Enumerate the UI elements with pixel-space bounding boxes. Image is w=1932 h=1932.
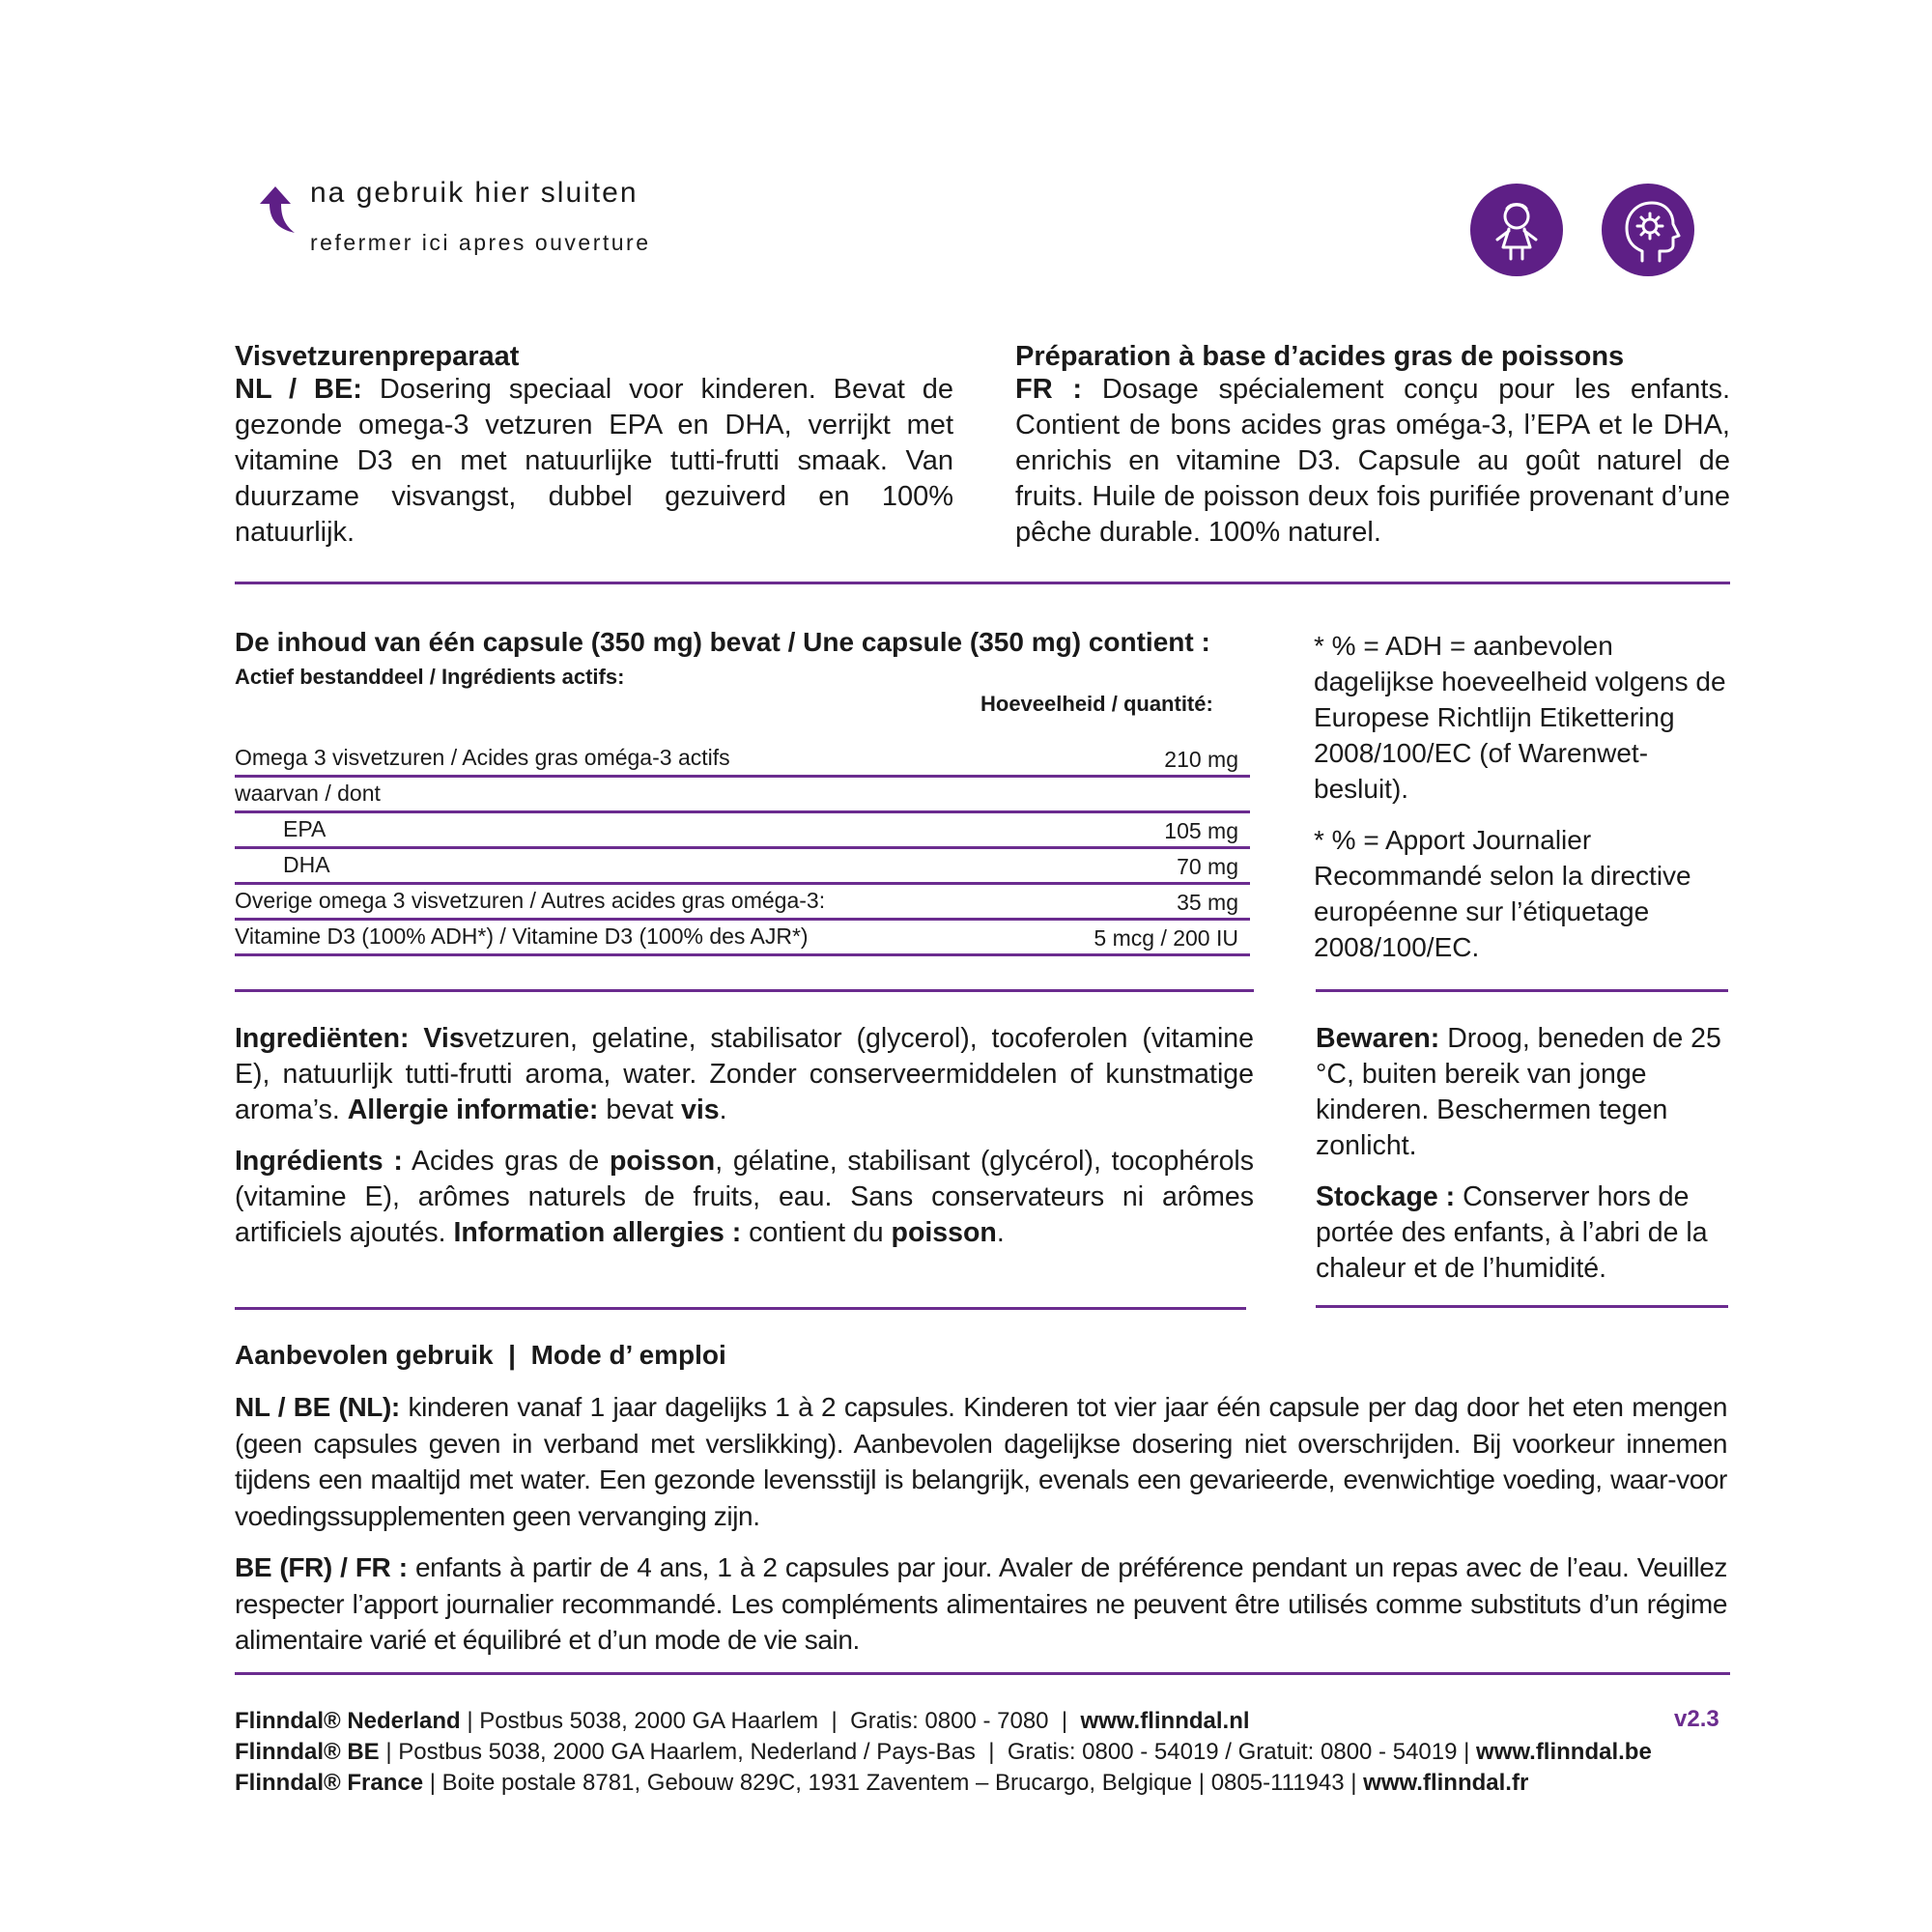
usage-text-nl: kinderen vanaf 1 jaar dagelijks 1 à 2 capsules. Kinderen tot vier jaar één capsule per dag door het eten mengen (geen capsules geven in verband met verslikking). Aanbevolen dagelijkse dosering niet overschrijden. Bij voorkeur innemen tijdens een maaltijd met water. Een gezonde levensstijl is belangrijk, evenals een gevarieerde, evenwichtige voeding, waar-voor voedingssupplementen geen vervanging zijn. — [235, 1392, 1727, 1531]
table-title: De inhoud van één capsule (350 mg) bevat / Une capsule (350 mg) contient : — [235, 627, 1210, 657]
intro-text-fr: Dosage spécialement conçu pour les enfants. Contient de bons acides gras oméga-3, l’EPA et le DHA, enrichis en vitamine D3. Capsule au goût naturel de fruits. Huile de poisson deux fois purifiée provenant d’une pêche durable. 100% naturel. — [1015, 374, 1731, 548]
usage-lead-fr: BE (FR) / FR : — [235, 1552, 408, 1582]
divider — [235, 1307, 1246, 1310]
table-row — [235, 882, 1250, 921]
storage-lead-nl: Bewaren: — [1316, 1023, 1440, 1054]
storage-lead-fr: Stockage : — [1316, 1181, 1456, 1212]
table-qty-header: Hoeveelheid / quantité: — [980, 692, 1213, 716]
allergy-text-fr: contient du — [749, 1217, 884, 1248]
table-row — [235, 739, 1250, 778]
period: . — [719, 1094, 727, 1125]
footer — [235, 1706, 1652, 1799]
footer-text: | Postbus 5038, 2000 GA Haarlem, Nederland / Pays-Bas | Gratis: 0800 - 54019 / Gratuit: 0800 - 54019 | — [379, 1739, 1477, 1765]
footer-brand: Flinndal® Nederland — [235, 1708, 461, 1734]
footer-line — [235, 1768, 1652, 1799]
storage-fr — [1316, 1179, 1741, 1287]
close-text-fr: refermer ici apres ouverture — [310, 230, 651, 255]
ingredients — [235, 1021, 1254, 1266]
table-row — [235, 810, 1250, 849]
allergy-text-nl: bevat — [606, 1094, 674, 1125]
adh-note — [1314, 628, 1739, 980]
intro-nl — [235, 341, 953, 551]
ingredients-text2-fr: , gélatine, stabilisant (glycérol), tocophérols (vitamine E), arômes naturels de fruits, eau. Sans conservateurs ni arômes artificiels ajoutés. — [235, 1146, 1255, 1248]
table-row — [235, 775, 1250, 813]
ingredients-fr — [235, 1144, 1254, 1251]
version-label: v2.3 — [1674, 1706, 1719, 1732]
allergy-lead-nl: Allergie informatie: — [347, 1094, 599, 1125]
divider — [235, 1672, 1730, 1675]
intro-title-fr: Préparation à base d’acides gras de poissons — [1015, 341, 1625, 372]
divider — [1316, 989, 1728, 992]
brain-gear-icon — [1602, 184, 1694, 276]
footer-line — [235, 1706, 1652, 1737]
footer-website[interactable]: www.flinndal.nl — [1080, 1708, 1250, 1734]
allergen-highlight: poisson — [609, 1146, 716, 1177]
usage-nl — [235, 1389, 1727, 1534]
divider — [235, 989, 1254, 992]
allergen-nl: vis — [681, 1094, 720, 1125]
table-row-label: waarvan / dont — [235, 781, 381, 806]
usage-text-fr: enfants à partir de 4 ans, 1 à 2 capsules par jour. Avaler de préférence pendant un repas avec de l’eau. Veuillez respecter l’apport journalier recommandé. Les compléments alimentaires ne peuvent être utilisés comme substituts d’un régime alimentaire varié et équilibré et d’un mode de vie sain. — [235, 1552, 1728, 1655]
intro-title-nl: Visvetzurenpreparaat — [235, 341, 520, 372]
table-row — [235, 846, 1250, 885]
intro-body-nl — [235, 372, 953, 551]
intro-lead-fr: FR : — [1015, 374, 1083, 405]
allergen-highlight: Vis — [423, 1023, 465, 1054]
table-row-label: Vitamine D3 (100% ADH*) / Vitamine D3 (100% des AJR*) — [235, 923, 809, 949]
table-row-value: 210 mg — [1164, 747, 1238, 772]
ingredients-lead-fr: Ingrédients : — [235, 1146, 403, 1177]
usage — [235, 1389, 1727, 1674]
table-row-label: EPA — [283, 816, 327, 841]
table-subtitle: Actief bestanddeel / Ingrédients actifs: — [235, 665, 625, 689]
usage-fr — [235, 1549, 1727, 1659]
table-row-value: 5 mcg / 200 IU — [1094, 925, 1238, 951]
table-row-value: 105 mg — [1164, 818, 1238, 843]
period: . — [996, 1217, 1005, 1248]
intro-text-nl: Dosering speciaal voor kinderen. Bevat de gezonde omega-3 vetzuren EPA en DHA, verrijkt met vitamine D3 en met natuurlijke tutti-frutti smaak. Van duurzame visvangst, dubbel gezuiverd en 100% natuurlijk. — [235, 374, 954, 548]
child-icon — [1470, 184, 1563, 276]
footer-text: | Boite postale 8781, Gebouw 829C, 1931 Zaventem – Brucargo, Belgique | 0805-111943 | — [423, 1770, 1364, 1796]
intro-lead-nl: NL / BE: — [235, 374, 362, 405]
footer-text: | Postbus 5038, 2000 GA Haarlem | Gratis: 0800 - 7080 | — [460, 1708, 1081, 1734]
footer-website[interactable]: www.flinndal.fr — [1363, 1770, 1529, 1796]
ingredients-lead-nl: Ingrediënten: — [235, 1023, 410, 1054]
usage-title: Aanbevolen gebruik | Mode d’ emploi — [235, 1340, 726, 1370]
adh-note-fr: * % = Apport Journalier Recommandé selon la directive européenne sur l’étiquetage 2008/100/EC. — [1314, 825, 1691, 962]
intro-fr — [1015, 341, 1730, 551]
footer-brand: Flinndal® France — [235, 1770, 424, 1796]
allergen-fr: poisson — [891, 1217, 997, 1248]
storage-text-fr: Conserver hors de portée des enfants, à l’abri de la chaleur et de l’humidité. — [1316, 1181, 1708, 1284]
divider — [235, 582, 1730, 584]
ingredients-text-nl: vetzuren, gelatine, stabilisator (glycerol), tocoferolen (vitamine E), natuurlijk tutti-frutti aroma, water. Zonder conserveermiddelen of kunstmatige aroma’s. — [235, 1023, 1255, 1125]
allergy-lead-fr: Information allergies : — [453, 1217, 742, 1248]
close-text-nl: na gebruik hier sluiten — [310, 177, 639, 209]
usage-lead-nl: NL / BE (NL): — [235, 1392, 400, 1422]
table-row — [235, 918, 1250, 956]
curved-arrow-up-icon — [256, 183, 297, 237]
intro-body-fr — [1015, 372, 1730, 551]
footer-brand: Flinndal® BE — [235, 1739, 380, 1765]
table-row-label: Omega 3 visvetzuren / Acides gras oméga-3 actifs — [235, 745, 730, 770]
storage-text-nl: Droog, beneden de 25 °C, buiten bereik van jonge kinderen. Beschermen tegen zonlicht. — [1316, 1023, 1721, 1161]
storage — [1316, 1021, 1741, 1302]
ingredients-text-fr: Acides gras de — [412, 1146, 600, 1177]
adh-note-nl: * % = ADH = aanbevolen dagelijkse hoeveelheid volgens de Europese Richtlijn Etikettering 2008/100/EC (of Warenwet-besluit). — [1314, 631, 1726, 804]
table-row-value: 35 mg — [1177, 890, 1238, 915]
table-row-label: Overige omega 3 visvetzuren / Autres acides gras oméga-3: — [235, 888, 826, 913]
divider — [1316, 1305, 1728, 1308]
table-row-value: 70 mg — [1177, 854, 1238, 879]
footer-line — [235, 1737, 1652, 1768]
ingredients-nl — [235, 1021, 1254, 1128]
storage-nl — [1316, 1021, 1741, 1164]
table-row-label: DHA — [283, 852, 330, 877]
footer-website[interactable]: www.flinndal.be — [1476, 1739, 1652, 1765]
